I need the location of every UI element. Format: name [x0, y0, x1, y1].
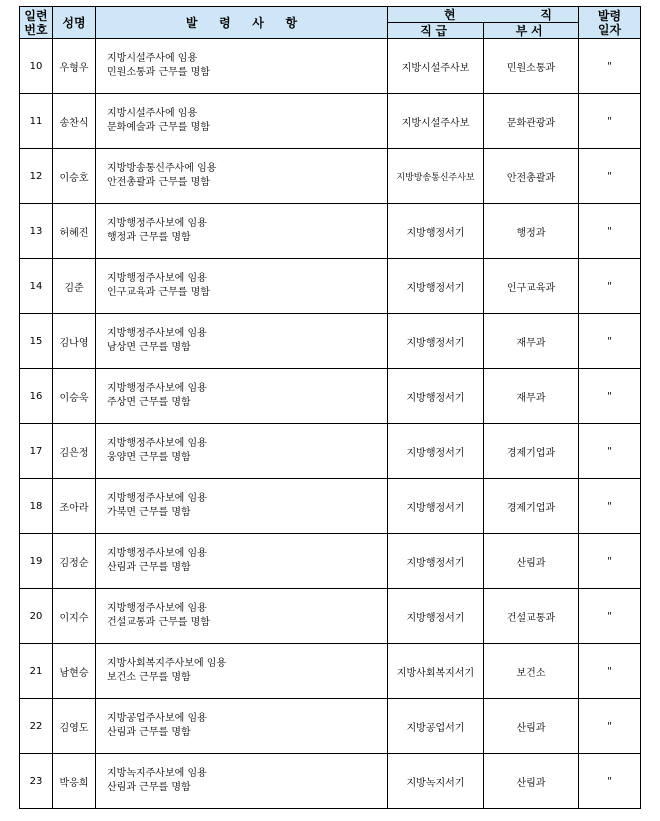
name-cell: 김준: [53, 259, 96, 314]
header-rank: 직급: [388, 23, 484, 39]
description-line-1: 지방사회복지주사보에 임용: [107, 658, 227, 669]
date-cell: ": [579, 259, 641, 314]
description-cell: [96, 589, 388, 644]
serial-number-cell: 16: [20, 369, 53, 424]
department-cell: 경제기업과: [484, 424, 579, 479]
department-cell: 산림과: [484, 754, 579, 809]
description-line-2: 민원소통과 근무를 명함: [107, 67, 210, 78]
date-cell: ": [579, 424, 641, 479]
description-cell: [96, 314, 388, 369]
serial-number-cell: 12: [20, 149, 53, 204]
rank-cell: 지방시설주사보: [388, 39, 484, 94]
header-name: 성명: [53, 7, 96, 39]
serial-number-cell: 21: [20, 644, 53, 699]
date-cell: ": [579, 369, 641, 424]
description-line-2: 남상면 근무를 명함: [107, 342, 191, 353]
table-row: [20, 314, 641, 369]
description-line-1: 지방행정주사보에 임용: [107, 383, 207, 394]
table-header: [20, 7, 641, 39]
department-cell: 재무과: [484, 314, 579, 369]
department-cell: 산림과: [484, 699, 579, 754]
name-cell: 남현승: [53, 644, 96, 699]
table-row: [20, 754, 641, 809]
rank-cell: 지방행정서기: [388, 259, 484, 314]
rank-cell: 지방공업서기: [388, 699, 484, 754]
description-line-2: 문화예술과 근무를 명함: [107, 122, 210, 133]
description-line-2: 인구교육과 근무를 명함: [107, 287, 210, 298]
serial-number-cell: 23: [20, 754, 53, 809]
description-cell: [96, 424, 388, 479]
header-serial-bottom: 번호: [24, 22, 48, 37]
header-current-char-2: 직: [540, 7, 552, 22]
name-cell: 김나영: [53, 314, 96, 369]
serial-number-cell: 11: [20, 94, 53, 149]
description-line-2: 산림과 근무를 명함: [107, 727, 191, 738]
description-cell: [96, 94, 388, 149]
description-cell: [96, 259, 388, 314]
description-cell: [96, 534, 388, 589]
department-cell: 건설교통과: [484, 589, 579, 644]
rank-cell: 지방사회복지서기: [388, 644, 484, 699]
description-line-2: 안전총괄과 근무를 명함: [107, 177, 210, 188]
description-cell: [96, 479, 388, 534]
date-cell: ": [579, 479, 641, 534]
department-cell: 행정과: [484, 204, 579, 259]
name-cell: 송찬식: [53, 94, 96, 149]
header-date-top: 발령: [597, 8, 622, 23]
date-cell: ": [579, 204, 641, 259]
description-line-1: 지방행정주사보에 임용: [107, 218, 207, 229]
date-cell: ": [579, 534, 641, 589]
rank-cell: 지방행정서기: [388, 314, 484, 369]
description-cell: [96, 699, 388, 754]
description-line-1: 지방행정주사보에 임용: [107, 603, 207, 614]
date-cell: ": [579, 754, 641, 809]
description-line-1: 지방방송통신주사에 임용: [107, 163, 217, 174]
table-row: [20, 369, 641, 424]
description-line-2: 가북면 근무를 명함: [107, 507, 191, 518]
department-cell: 민원소통과: [484, 39, 579, 94]
description-cell: [96, 754, 388, 809]
rank-cell: 지방행정서기: [388, 589, 484, 644]
table-row: [20, 644, 641, 699]
header-current-char-1: 현: [444, 7, 456, 22]
header-date-bottom: 일자: [597, 22, 622, 37]
serial-number-cell: 20: [20, 589, 53, 644]
table-row: [20, 259, 641, 314]
description-line-2: 주상면 근무를 명함: [107, 397, 191, 408]
serial-number-cell: 17: [20, 424, 53, 479]
description-cell: [96, 39, 388, 94]
department-cell: 재무과: [484, 369, 579, 424]
table-row: [20, 589, 641, 644]
rank-cell: 지방행정서기: [388, 424, 484, 479]
date-cell: ": [579, 589, 641, 644]
department-cell: 문화관광과: [484, 94, 579, 149]
department-cell: 인구교육과: [484, 259, 579, 314]
serial-number-cell: 10: [20, 39, 53, 94]
date-cell: ": [579, 644, 641, 699]
appointment-table-container: [19, 6, 641, 809]
table-body: [20, 39, 641, 809]
table-row: [20, 204, 641, 259]
table-row: [20, 424, 641, 479]
description-line-2: 보건소 근무를 명함: [107, 672, 191, 683]
header-serial-top: 일련: [24, 8, 48, 23]
department-cell: 산림과: [484, 534, 579, 589]
description-line-1: 지방공업주사보에 임용: [107, 713, 207, 724]
rank-cell: 지방행정서기: [388, 204, 484, 259]
name-cell: 김영도: [53, 699, 96, 754]
description-cell: [96, 369, 388, 424]
serial-number-cell: 18: [20, 479, 53, 534]
rank-cell: 지방행정서기: [388, 534, 484, 589]
rank-cell: 지방방송통신주사보: [388, 149, 484, 204]
rank-cell: 지방시설주사보: [388, 94, 484, 149]
header-dept: 부서: [484, 23, 579, 39]
table-row: [20, 94, 641, 149]
date-cell: ": [579, 314, 641, 369]
header-serial-number: [20, 7, 53, 39]
name-cell: 허혜진: [53, 204, 96, 259]
name-cell: 김정순: [53, 534, 96, 589]
description-cell: [96, 204, 388, 259]
description-cell: [96, 644, 388, 699]
table-row: [20, 149, 641, 204]
serial-number-cell: 19: [20, 534, 53, 589]
description-cell: [96, 149, 388, 204]
header-date: [579, 7, 641, 39]
department-cell: 보건소: [484, 644, 579, 699]
header-description: [96, 7, 388, 39]
description-line-1: 지방행정주사보에 임용: [107, 273, 207, 284]
table-row: [20, 39, 641, 94]
description-line-2: 행정과 근무를 명함: [107, 232, 191, 243]
name-cell: 이승욱: [53, 369, 96, 424]
rank-cell: 지방행정서기: [388, 479, 484, 534]
description-line-2: 산림과 근무를 명함: [107, 562, 191, 573]
department-cell: 안전총괄과: [484, 149, 579, 204]
header-current-position: [388, 7, 579, 23]
header-description-label: 발령사항: [185, 15, 319, 30]
serial-number-cell: 13: [20, 204, 53, 259]
name-cell: 박응희: [53, 754, 96, 809]
description-line-1: 지방행정주사보에 임용: [107, 493, 207, 504]
serial-number-cell: 22: [20, 699, 53, 754]
table-row: [20, 699, 641, 754]
description-line-2: 건설교통과 근무를 명함: [107, 617, 210, 628]
table-row: [20, 534, 641, 589]
description-line-1: 지방시설주사에 임용: [107, 53, 198, 64]
rank-cell: 지방녹지서기: [388, 754, 484, 809]
date-cell: ": [579, 699, 641, 754]
department-cell: 경제기업과: [484, 479, 579, 534]
description-line-1: 지방녹지주사보에 임용: [107, 768, 207, 779]
name-cell: 김은정: [53, 424, 96, 479]
name-cell: 우형우: [53, 39, 96, 94]
description-line-1: 지방시설주사에 임용: [107, 108, 198, 119]
description-line-1: 지방행정주사보에 임용: [107, 328, 207, 339]
serial-number-cell: 15: [20, 314, 53, 369]
name-cell: 이지수: [53, 589, 96, 644]
description-line-2: 산림과 근무를 명함: [107, 782, 191, 793]
name-cell: 조아라: [53, 479, 96, 534]
date-cell: ": [579, 39, 641, 94]
rank-cell: 지방행정서기: [388, 369, 484, 424]
serial-number-cell: 14: [20, 259, 53, 314]
table-row: [20, 479, 641, 534]
date-cell: ": [579, 149, 641, 204]
name-cell: 이승호: [53, 149, 96, 204]
description-line-2: 웅양면 근무를 명함: [107, 452, 191, 463]
appointment-table: [19, 6, 641, 809]
description-line-1: 지방행정주사보에 임용: [107, 438, 207, 449]
description-line-1: 지방행정주사보에 임용: [107, 548, 207, 559]
date-cell: ": [579, 94, 641, 149]
